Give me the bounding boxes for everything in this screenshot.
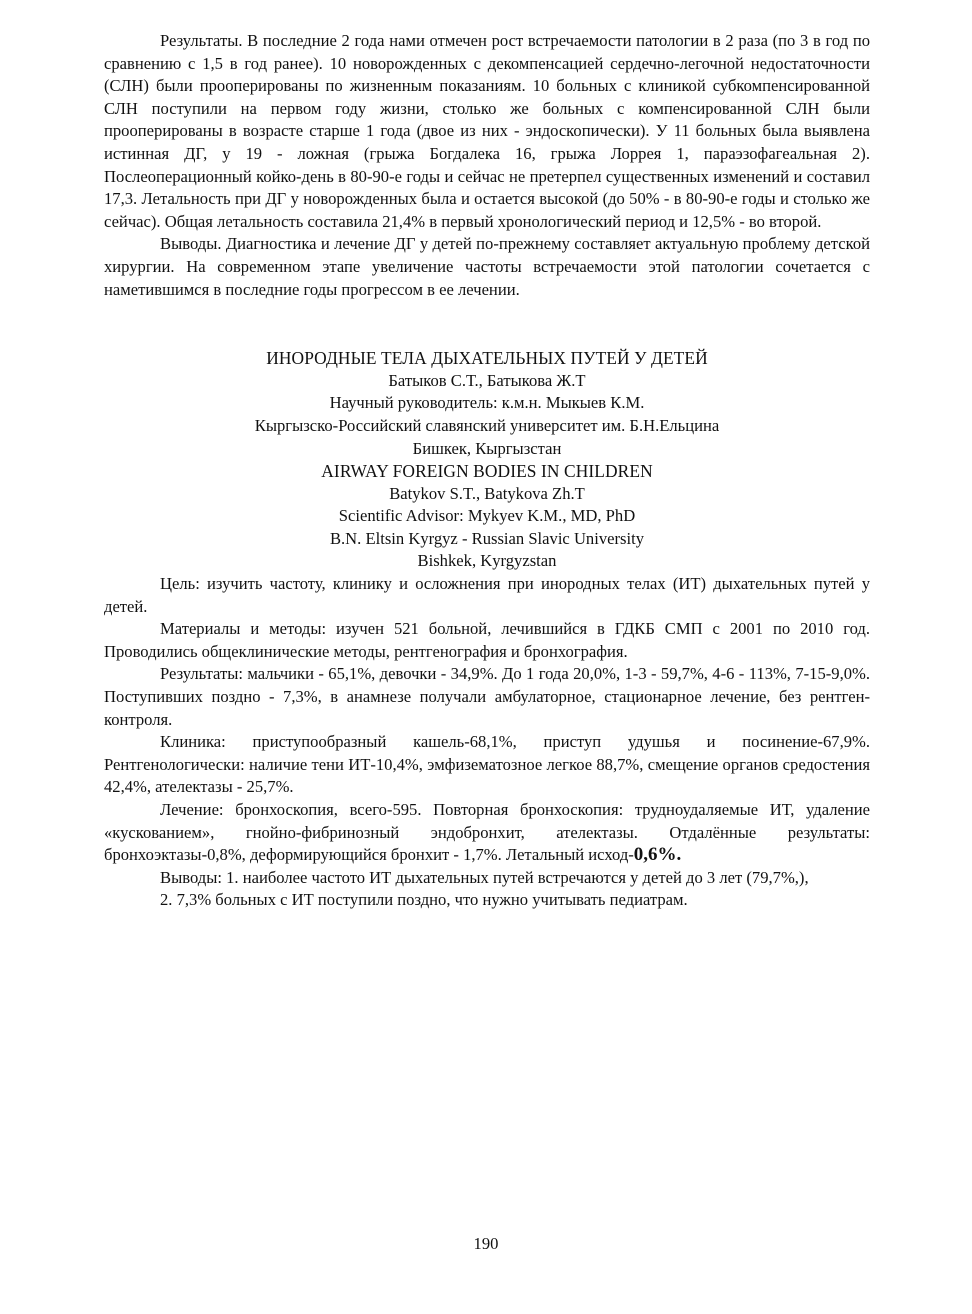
treatment-text: Лечение: бронхоскопия, всего-595. Повторная бронхоскопия: трудноудаляемые ИТ, удаление «кускованием», гнойно-фибринозный эндобронхит, ателектазы. Отдалённые результаты: бронхоэктазы-0,8%, деформирующийся бронхит - 1,7%. Летальный исход-	[104, 800, 870, 865]
advisor-en: Scientific Advisor: Mykyev K.M., MD, PhD	[338, 506, 636, 526]
authors-ru: Батыков С.Т., Батыкова Ж.Т	[388, 370, 586, 390]
results-paragraph: Результаты: мальчики - 65,1%, девочки - 34,9%. До 1 года 20,0%, 1-3 - 59,7%, 4-6 - 113%, 7-15-9,0%. Поступивших поздно - 7,3%, в анамнезе получали амбулаторное, стационарное лечение, без рентген-контроля.	[104, 664, 870, 729]
previous-conclusions-paragraph: Выводы. Диагностика и лечение ДГ у детей по-прежнему составляет актуальную проблему детской хирургии. На современном этапе увеличение частоты встречаемости этой патологии сочетается с наметившимся в последние годы прогрессом в ее лечении.	[104, 234, 870, 299]
methods-paragraph: Материалы и методы: изучен 521 больной, лечившийся в ГДКБ СМП с 2001 по 2010 год. Проводились общеклинические методы, рентгенография и бронхография.	[104, 619, 870, 661]
conclusion-1-paragraph: Выводы: 1. наиболее частото ИТ дыхательных путей встречаются у детей до 3 лет (79,7%,),	[160, 867, 809, 887]
article-title-ru: ИНОРОДНЫЕ ТЕЛА ДЫХАТЕЛЬНЫХ ПУТЕЙ У ДЕТЕЙ	[266, 348, 708, 369]
institution-ru: Кыргызско-Российский славянский университет им. Б.Н.Ельцина	[254, 415, 720, 435]
article-header	[104, 347, 870, 573]
conclusion-2-paragraph: 2. 7,3% больных с ИТ поступили поздно, что нужно учитывать педиатрам.	[160, 890, 688, 910]
authors-en: Batykov S.T., Batykova Zh.T	[389, 483, 585, 503]
institution-en: B.N. Eltsin Kyrgyz - Russian Slavic University	[329, 528, 645, 548]
aim-paragraph: Цель: изучить частоту, клинику и осложнения при инородных телах (ИТ) дыхательных путей у детей.	[104, 574, 870, 616]
city-ru: Бишкек, Кыргызстан	[412, 438, 562, 458]
clinic-paragraph: Клиника: приступообразный кашель-68,1%, приступ удушья и посинение-67,9%. Рентгенологически: наличие тени ИТ-10,4%, эмфизематозное легкое 88,7%, смещение органов средостения 42,4%, ателектазы - 25,7%.	[104, 732, 870, 797]
mortality-value: 0,6%.	[633, 844, 682, 866]
article-title-en: AIRWAY FOREIGN BODIES IN CHILDREN	[321, 461, 653, 482]
treatment-paragraph	[104, 799, 870, 867]
city-en: Bishkek, Kyrgyzstan	[417, 551, 557, 571]
page-content	[104, 30, 870, 912]
page-number: 190	[473, 1234, 499, 1253]
previous-results-paragraph: Результаты. В последние 2 года нами отмечен рост встречаемости патологии в 2 раза (по 3 в год по сравнению с 1,5 в год ранее). 10 новорожденных с декомпенсацией сердечно-легочной недостаточности (СЛН) были прооперированы по жизненным показаниям. 10 больных с клиникой субкомпенсированной СЛН поступили на первом году жизни, столько же больных с компенсированной СЛН были прооперированы в возрасте старше 1 года (двое из них - эндоскопически). У 11 больных была выявлена истинная ДГ, у 19 - ложная (грыжа Богдалека 16, грыжа Лоррея 1, параэзофагеальная 2). Послеоперационный койко-день в 80-90-е годы и сейчас не претерпел существенных изменений и составил 17,3. Летальность при ДГ у новорожденных была и остается высокой (до 50% - в 80-90-е годы и столько же сейчас). Общая летальность составила 21,4% в первый хронологический период и 12,5% - во второй.	[104, 31, 870, 231]
section-gap	[104, 301, 870, 347]
advisor-ru: Научный руководитель: к.м.н. Мыкыев К.М.	[329, 393, 645, 413]
